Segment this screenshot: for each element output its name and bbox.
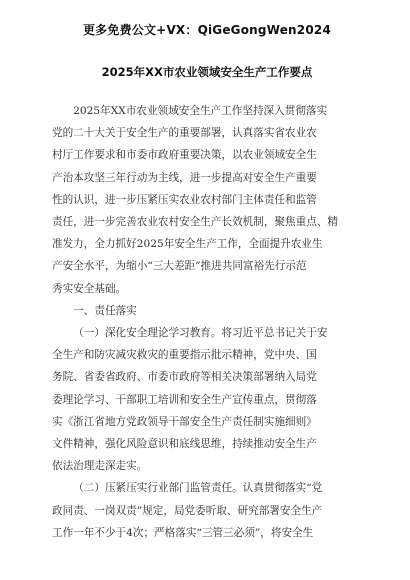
item-1-line: （一）深化安全理论学习教育。将习近平总书记关于安	[73, 327, 328, 340]
intro-line: 产治本攻坚三年行动为主线，进一步提高对安全生产重要	[52, 171, 317, 184]
intro-line: 准发力，全力抓好2025年安全生产工作，全面提升农业生	[52, 238, 323, 251]
item-1-line: 务院、省委省政府、市委市政府等相关决策部署纳入局党	[52, 371, 317, 384]
intro-paragraph	[52, 100, 362, 300]
intro-line: 2025年XX市农业领域安全生产工作坚持深入贯彻落实	[73, 105, 328, 117]
intro-line: 秀实安全基础。	[52, 282, 127, 295]
document-title: 2025年XX市农业领域安全生产工作要点	[101, 65, 313, 79]
item-2-line: 工作一年不少于4次；严格落实“三管三必须”，将安全生	[52, 526, 314, 539]
item-1-line: 依法治理走深走实。	[52, 460, 148, 473]
intro-line: 性的认识，进一步压紧压实农业农村部门主体责任和监管	[52, 193, 317, 206]
item-1-line: 全生产和防灾减灾救灾的重要指示批示精神，党中央、国	[52, 349, 317, 362]
section-heading: 一、责任落实	[73, 304, 137, 317]
item-2-line: （二）压紧压实行业部门监管责任。认真贯彻落实“党	[73, 482, 323, 495]
intro-line: 党的二十大关于安全生产的重要部署，认真落实省农业农	[52, 127, 317, 140]
intro-line: 村厅工作要求和市委市政府重要决策，以农业领域安全生	[52, 149, 317, 162]
item-1-line: 委理论学习、干部职工培训和安全生产宣传重点，贯彻落	[52, 393, 317, 406]
promo-header: 更多免费公文+VX：QiGeGongWen2024	[82, 23, 331, 37]
intro-line: 责任，进一步完善农业农村安全生产长效机制，聚焦重点、精	[52, 216, 339, 229]
item-2-line: 政同责、一岗双责”规定，局党委听取、研究部署安全生产	[52, 504, 323, 517]
item-1-line: 实《浙江省地方党政领导干部安全生产责任制实施细则》	[52, 415, 317, 428]
item-1-paragraph	[52, 322, 362, 477]
intro-line: 产安全水平，为缩小“三大差距”推进共同富裕先行示范	[52, 260, 307, 273]
item-2-paragraph	[52, 477, 362, 544]
item-1-line: 文件精神，强化风险意识和底线思维，持续推动安全生产	[52, 438, 317, 451]
